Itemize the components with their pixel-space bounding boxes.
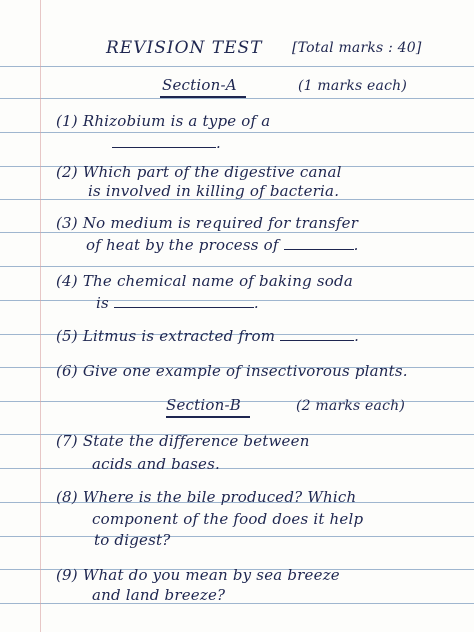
question-9: [56, 566, 340, 584]
section-a-marks-note: (1 marks each): [298, 78, 408, 94]
question-8-line-2: component of the food does it help: [92, 510, 364, 528]
ruled-line: [0, 266, 474, 267]
section-a-title: Section-A: [162, 76, 237, 94]
question-9-line-2: and land breeze?: [92, 586, 226, 604]
ruled-line: [0, 603, 474, 604]
question-5: (5) Litmus is extracted from .: [56, 327, 360, 345]
section-b-underline: [166, 416, 250, 418]
question-number: (9): [56, 566, 78, 584]
question-line: Give one example of insectivorous plants.: [82, 362, 408, 380]
question-8-line-3: to digest?: [94, 531, 171, 549]
total-marks: [Total marks : 40]: [292, 40, 422, 56]
section-b-marks-note: (2 marks each): [296, 398, 406, 414]
question-3-line-2: of heat by the process of .: [86, 236, 359, 254]
section-a-underline: [160, 96, 246, 98]
question-line: Where is the bile produced? Which: [82, 488, 357, 506]
page-title: REVISION TEST: [106, 38, 263, 58]
question-4-line-2: is .: [96, 294, 259, 312]
ruled-line: [0, 132, 474, 133]
question-7-line-2: acids and bases.: [92, 455, 220, 473]
ruled-line: [0, 536, 474, 537]
question-line: is: [96, 294, 109, 312]
question-number: (1): [56, 112, 78, 130]
ruled-line: [0, 468, 474, 469]
question-2-line-2: is involved in killing of bacteria.: [88, 182, 340, 200]
question-8: [56, 488, 356, 506]
margin-line: [40, 0, 41, 632]
question-line: No medium is required for transfer: [82, 214, 359, 232]
question-number: (8): [56, 488, 78, 506]
question-1: [56, 112, 270, 130]
question-3: [56, 214, 358, 232]
question-line: Which part of the digestive canal: [82, 163, 342, 181]
ruled-line: [0, 66, 474, 67]
question-1-blank: .: [112, 134, 221, 152]
question-number: (4): [56, 272, 78, 290]
question-number: (3): [56, 214, 78, 232]
ruled-line: [0, 98, 474, 99]
ruled-line: [0, 232, 474, 233]
answer-blank: [280, 330, 354, 341]
question-number: (2): [56, 163, 78, 181]
question-line: Litmus is extracted from: [82, 327, 276, 345]
question-7: [56, 432, 310, 450]
answer-blank: [114, 297, 254, 308]
answer-blank: [112, 137, 216, 148]
question-number: (7): [56, 432, 78, 450]
question-number: (5): [56, 327, 78, 345]
answer-blank: [284, 239, 354, 250]
question-6: [56, 362, 408, 380]
question-4: [56, 272, 353, 290]
question-line: Rhizobium is a type of a: [82, 112, 271, 130]
question-line: What do you mean by sea breeze: [82, 566, 340, 584]
question-line: of heat by the process of: [86, 236, 279, 254]
section-b-title: Section-B: [166, 396, 241, 414]
question-number: (6): [56, 362, 78, 380]
question-line: The chemical name of baking soda: [82, 272, 353, 290]
question-2: [56, 163, 342, 181]
question-line: State the difference between: [82, 432, 310, 450]
